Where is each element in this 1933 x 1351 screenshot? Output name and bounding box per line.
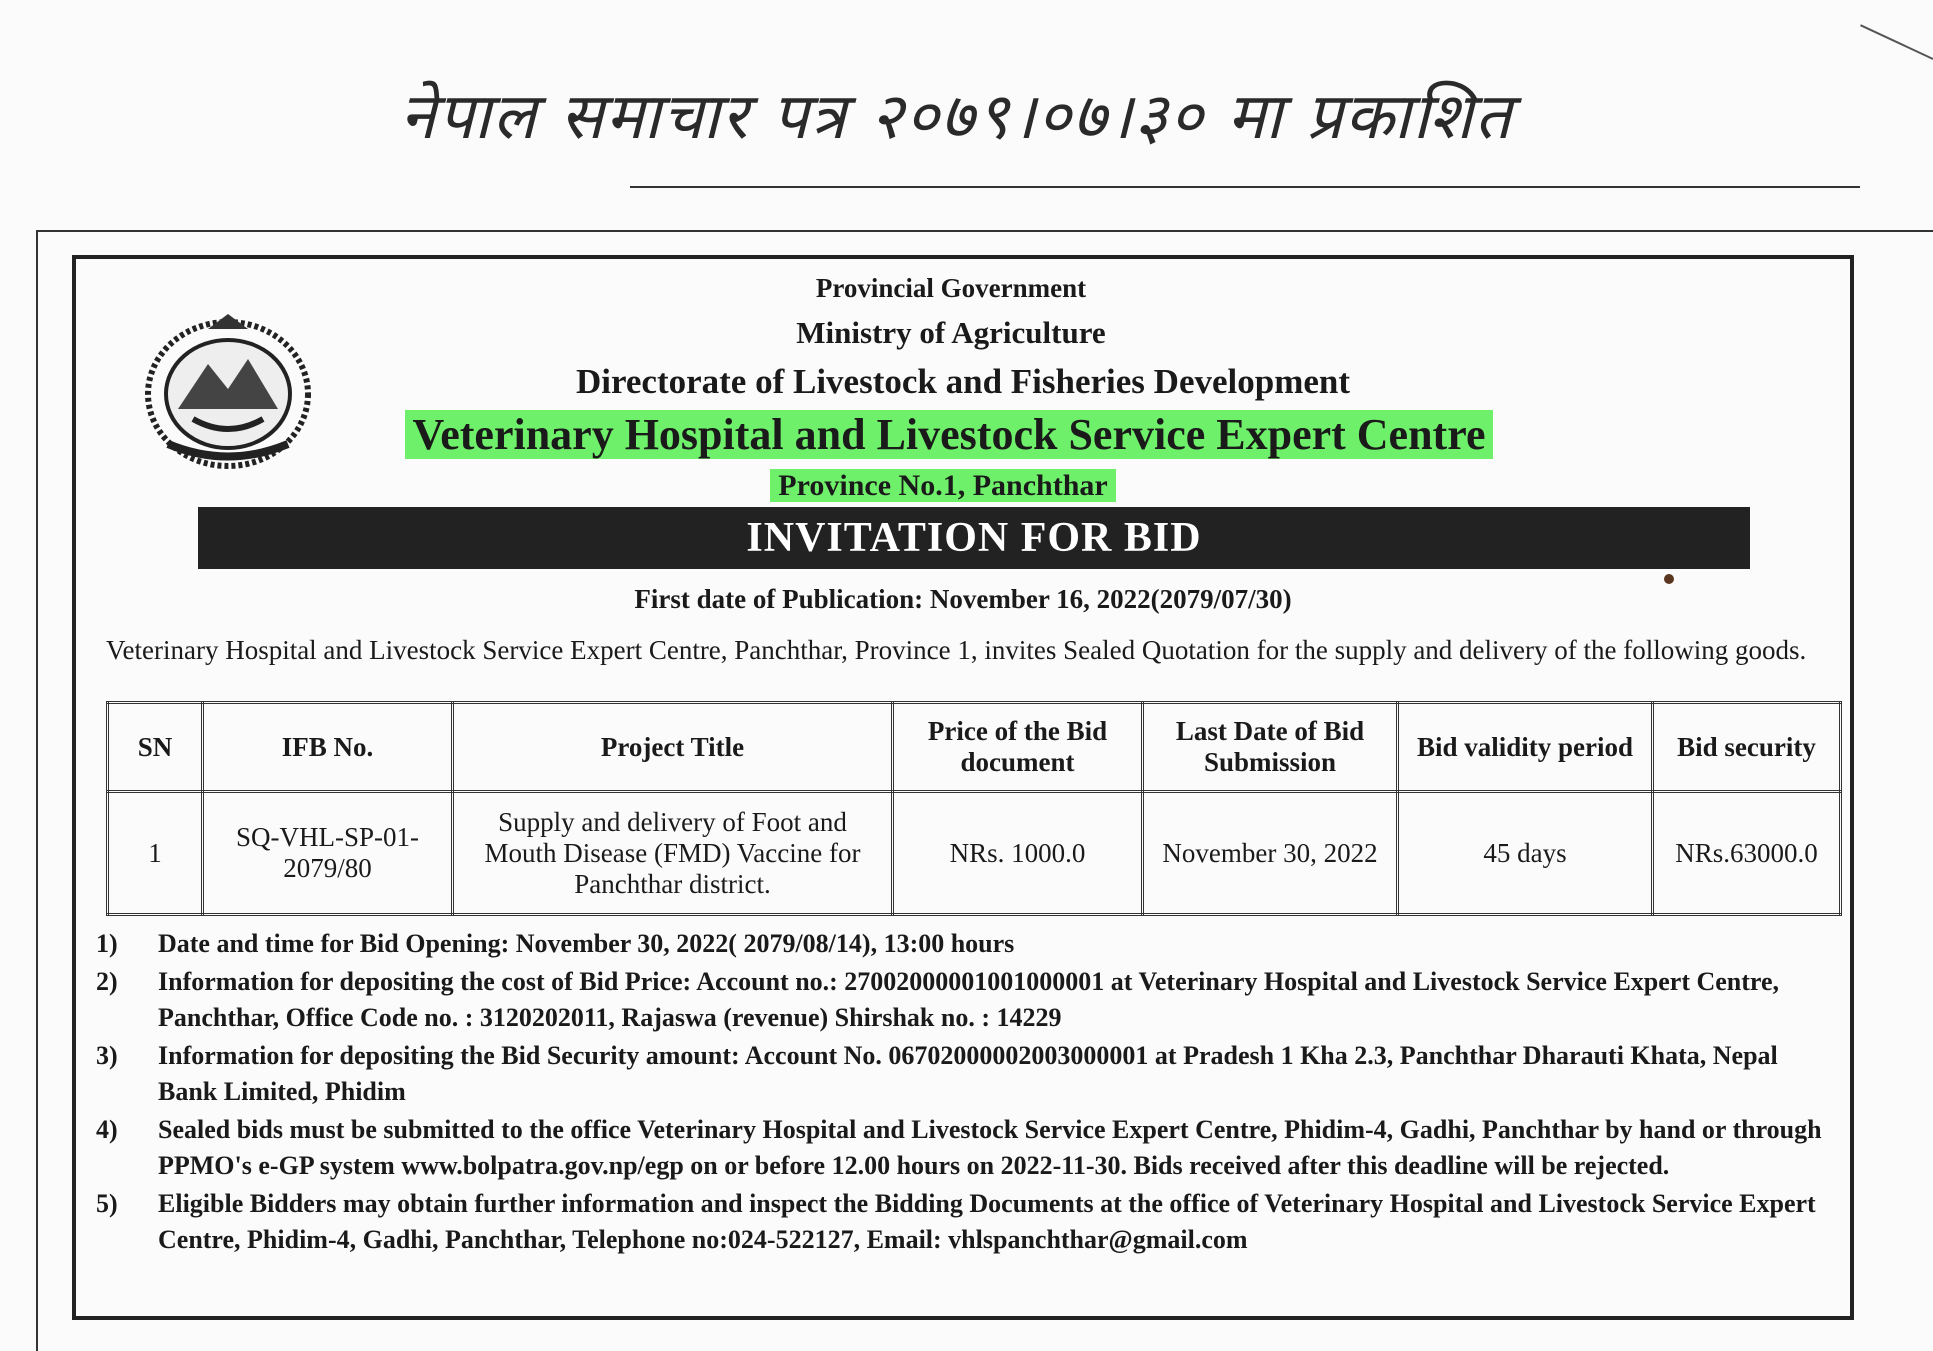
invitation-banner: INVITATION FOR BID: [198, 507, 1750, 569]
note-number: 2): [96, 967, 118, 996]
table-header-row: [108, 703, 1841, 792]
publication-date: First date of Publication: November 16, 2022(2079/07/30): [634, 584, 1292, 614]
note-text: Information for depositing the Bid Security amount: Account No. 06702000002003000001 at Pradesh 1 Kha 2.3, Panchthar Dharauti Khata, Nepal Bank Limited, Phidim: [158, 1041, 1778, 1106]
col-ifb-no: IFB No.: [203, 703, 453, 792]
note-text: Date and time for Bid Opening: November 30, 2022( 2079/08/14), 13:00 hours: [158, 929, 1015, 958]
header-ministry: Ministry of Agriculture: [796, 315, 1106, 350]
cell-bid-security: NRs.63000.0: [1653, 792, 1841, 915]
note-number: 1): [96, 929, 118, 958]
cell-project-title: Supply and delivery of Foot and Mouth Disease (FMD) Vaccine for Panchthar district.: [453, 792, 893, 915]
handwritten-annotation: नेपाल समाचार पत्र २०७९।०७।३० मा प्रकाशित: [400, 80, 1514, 154]
list-item: [96, 1186, 1826, 1258]
cell-ifb-no: SQ-VHL-SP-01-2079/80: [203, 792, 453, 915]
table-row: [108, 792, 1841, 915]
col-validity: Bid validity period: [1398, 703, 1653, 792]
list-item: [96, 964, 1826, 1036]
col-sn: SN: [108, 703, 203, 792]
note-text: Eligible Bidders may obtain further information and inspect the Bidding Documents at the office of Veterinary Hospital and Livestock Service Expert Centre, Phidim-4, Gadhi, Panchthar, Telephone no:024-522127, Email: vhlspanchthar@gmail.com: [158, 1189, 1816, 1254]
header-provincial-government: Provincial Government: [815, 273, 1087, 303]
header-province-text: Province No.1, Panchthar: [770, 469, 1115, 502]
cell-last-date: November 30, 2022: [1143, 792, 1398, 915]
note-number: 4): [96, 1115, 118, 1144]
bid-notice: [72, 255, 1854, 1320]
cell-bid-doc-price: NRs. 1000.0: [893, 792, 1143, 915]
col-bid-security: Bid security: [1653, 703, 1841, 792]
cell-sn: 1: [108, 792, 203, 915]
col-bid-doc-price: Price of the Bid document: [893, 703, 1143, 792]
notes-list: [96, 926, 1826, 1260]
note-number: 5): [96, 1189, 118, 1218]
header-directorate: Directorate of Livestock and Fisheries Development: [575, 362, 1351, 401]
corner-pen-mark: [1860, 24, 1933, 60]
cell-validity: 45 days: [1398, 792, 1653, 915]
note-text: Information for depositing the cost of Bid Price: Account no.: 27002000001001000001 at Veterinary Hospital and Livestock Service Expert Centre, Panchthar, Office Code no. : 3120202011, Rajaswa (revenue) Shirshak no. : 14229: [158, 967, 1780, 1032]
intro-paragraph: Veterinary Hospital and Livestock Service Expert Centre, Panchthar, Province 1, invites Sealed Quotation for the supply and delivery of the following goods.: [106, 635, 1807, 665]
bid-table: [106, 701, 1842, 916]
note-text: Sealed bids must be submitted to the office Veterinary Hospital and Livestock Service Expert Centre, Phidim-4, Gadhi, Panchthar by hand or through PPMO's e-GP system www.bolpatra.gov.np/egp on or before 12.00 hours on 2022-11-30. Bids received after this deadline will be rejected.: [158, 1115, 1822, 1180]
note-number: 3): [96, 1041, 118, 1070]
col-project-title: Project Title: [453, 703, 893, 792]
col-last-date: Last Date of Bid Submission: [1143, 703, 1398, 792]
list-item: [96, 926, 1826, 962]
header-centre-text: Veterinary Hospital and Livestock Service Expert Centre: [405, 410, 1494, 459]
header-centre-highlighted: [62, 409, 1836, 460]
header-province-highlighted: [56, 469, 1830, 503]
handwritten-underline: [630, 186, 1860, 188]
list-item: [96, 1038, 1826, 1110]
list-item: [96, 1112, 1826, 1184]
ink-spot: [1664, 574, 1674, 584]
